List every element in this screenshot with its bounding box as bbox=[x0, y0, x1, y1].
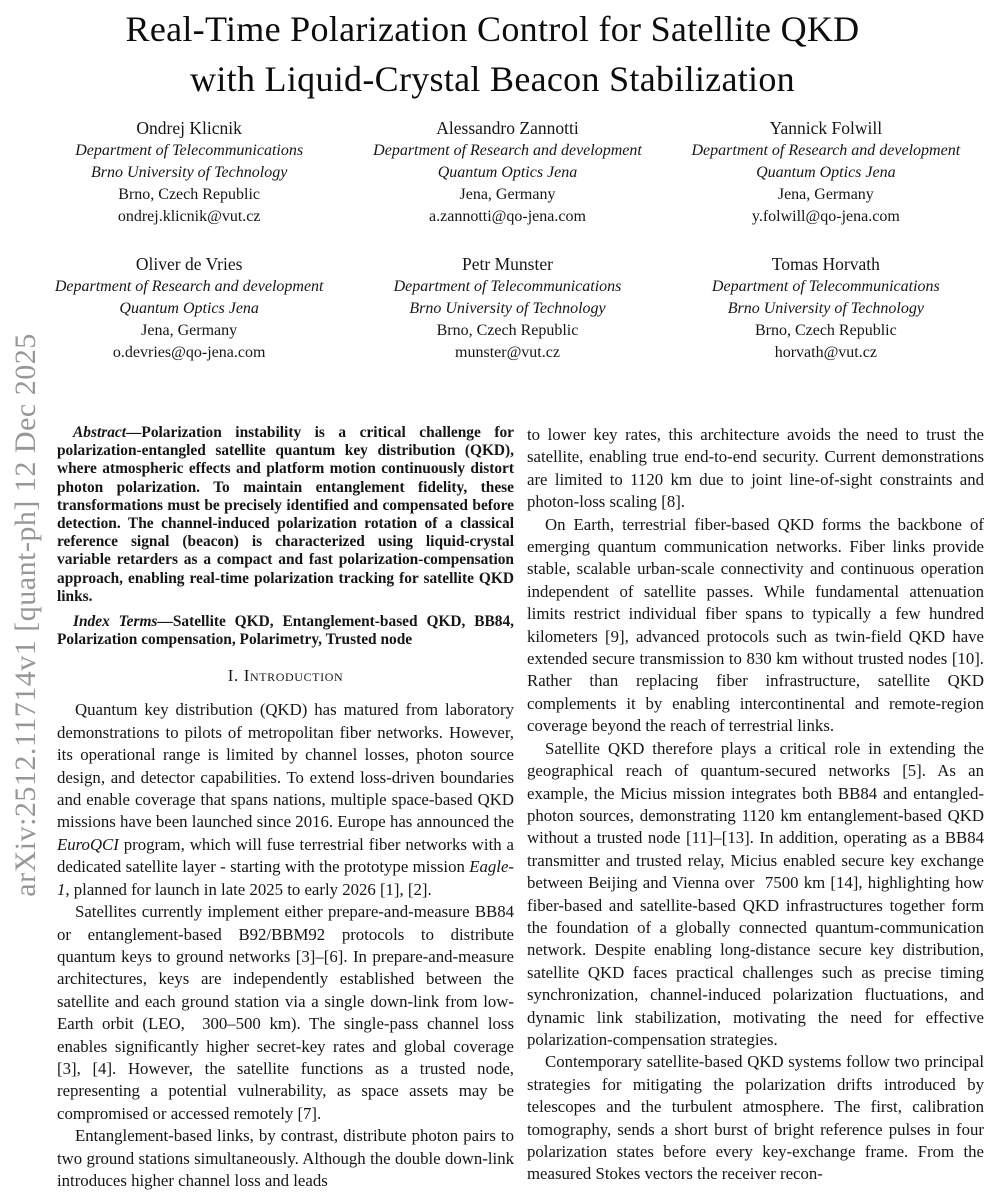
author-city: Jena, Germany bbox=[777, 186, 874, 203]
author-org: Brno University of Technology bbox=[727, 300, 924, 317]
author-name: Petr Munster bbox=[462, 254, 553, 274]
author-dept: Department of Telecommunications bbox=[75, 142, 304, 159]
author-org: Quantum Optics Jena bbox=[437, 164, 578, 181]
author-email: o.devries@qo-jena.com bbox=[112, 344, 266, 361]
column-left bbox=[57, 424, 514, 1192]
author-block-horvath bbox=[667, 252, 985, 364]
author-name: Tomas Horvath bbox=[771, 254, 880, 274]
index-terms: Index Terms—Satellite QKD, Entanglement-based QKD, BB84, Polarization compensation, Polarimetry, Trusted node bbox=[57, 613, 514, 649]
body-paragraph: Satellite QKD therefore plays a critical role in extending the geographical reach of quantum-secured networks [5]. As an example, the Micius mission integrates both BB84 and entangled-photon sources, demonstrating 1120 km entanglement-based QKD without a trusted node [11]–[13]. In addition, operating as a BB84 transmitter and trusted relay, Micius enabled secure key exchange between Beijing and Vienna over 7500 km [14], highlighting how fiber-based and satellite-based QKD infrastructures together form the foundation of a globally connected quantum-communication network. Despite enabling long-distance secure key distribution, satellite QKD faces practical challenges such as precise timing synchronization, channel-induced polarization fluctuations, and dynamic link stabilization, motivating the need for effective polarization-compensation strategies. bbox=[527, 738, 984, 1049]
arxiv-watermark: arXiv:2512.11714v1 [quant-ph] 12 Dec 2025 bbox=[9, 333, 42, 897]
author-email: ondrej.klicnik@vut.cz bbox=[117, 208, 261, 225]
author-email: munster@vut.cz bbox=[455, 344, 560, 361]
authors-grid bbox=[30, 116, 985, 364]
author-name: Oliver de Vries bbox=[135, 254, 243, 274]
body-paragraph: to lower key rates, this architecture avoids the need to trust the satellite, enabling true end-to-end security. Current demonstrations are limited to 1120 km due to joint line-of-sight constraints and photon-loss scaling [8]. bbox=[527, 425, 984, 512]
author-block-folwill bbox=[667, 116, 985, 228]
author-dept: Department of Telecommunications bbox=[711, 278, 940, 295]
author-name: Ondrej Klicnik bbox=[136, 118, 242, 138]
author-org: Quantum Optics Jena bbox=[756, 164, 896, 181]
author-city: Brno, Czech Republic bbox=[754, 322, 897, 339]
author-org: Quantum Optics Jena bbox=[119, 300, 259, 317]
author-block-devries bbox=[30, 252, 348, 364]
author-block-klicnik bbox=[30, 116, 348, 228]
author-email: y.folwill@qo-jena.com bbox=[751, 208, 900, 225]
author-dept: Department of Research and development bbox=[373, 142, 642, 159]
author-block-munster bbox=[348, 252, 666, 364]
body-paragraph: Contemporary satellite-based QKD systems follow two principal strategies for mitigating the polarization drifts introduced by telescopes and the turbulent atmosphere. The first, calibration tomography, sends a short burst of bright reference pulses in four polarization states before every key-exchange frame. From the measured Stokes vectors the receiver recon- bbox=[527, 1052, 984, 1184]
author-org: Brno University of Technology bbox=[91, 164, 288, 181]
author-email: horvath@vut.cz bbox=[774, 344, 877, 361]
author-org: Brno University of Technology bbox=[409, 300, 606, 317]
author-dept: Department of Research and development bbox=[54, 278, 324, 295]
author-city: Brno, Czech Republic bbox=[118, 186, 261, 203]
column-right bbox=[527, 424, 984, 1186]
body-paragraph: Satellites currently implement either prepare-and-measure BB84 or entanglement-based B92/BBM92 protocols to distribute quantum keys to ground networks [3]–[6]. In prepare-and-measure architectures, keys are independently established between the satellite and each ground station via a single down-link from low-Earth orbit (LEO, 300–500 km). The single-pass channel loss enables significantly higher secret-key rates and global coverage [3], [4]. However, the satellite functions as a trusted node, representing a potential vulnerability, as space assets may be compromised or accessed remotely [7]. bbox=[57, 902, 514, 1123]
author-email: a.zannotti@qo-jena.com bbox=[429, 208, 586, 225]
section-heading-introduction: I. Introduction bbox=[227, 666, 344, 686]
paper-title-line-1: Real-Time Polarization Control for Satellite QKD bbox=[125, 9, 860, 49]
author-name: Alessandro Zannotti bbox=[436, 118, 579, 138]
author-dept: Department of Research and development bbox=[691, 142, 961, 159]
author-block-zannotti bbox=[348, 116, 666, 228]
body-paragraph: Entanglement-based links, by contrast, distribute photon pairs to two ground stations simultaneously. Although the double down-link introduces higher channel loss and leads bbox=[57, 1126, 514, 1190]
author-city: Jena, Germany bbox=[459, 186, 556, 203]
paper-title bbox=[0, 4, 985, 104]
body-paragraph: On Earth, terrestrial fiber-based QKD forms the backbone of emerging quantum communication networks. Fiber links provide stable, scalable urban-scale connectivity and continuous operation independent of satellite passes. While fundamental attenuation limits restrict individual fiber spans to typically a few hundred kilometers [9], advanced protocols such as twin-field QKD have extended secure transmission to 830 km without trusted nodes [10]. Rather than replacing fiber infrastructure, satellite QKD complements it by enabling intercontinental and remote-region coverage beyond the reach of terrestrial links. bbox=[527, 514, 984, 736]
paper-title-line-2: with Liquid-Crystal Beacon Stabilization bbox=[190, 59, 795, 99]
author-dept: Department of Telecommunications bbox=[393, 278, 622, 295]
author-city: Brno, Czech Republic bbox=[436, 322, 579, 339]
abstract-paragraph: Abstract—Polarization instability is a critical challenge for polarization-entangled satellite quantum key distribution (QKD), where atmospheric effects and platform motion continuously distort photon polarization. To maintain entanglement fidelity, these transformations must be precisely identified and compensated before detection. The channel-induced polarization rotation of a classical reference signal (beacon) is characterized using liquid-crystal variable retarders as a compact and fast polarization-compensation approach, enabling real-time polarization tracking for satellite QKD links. bbox=[57, 424, 514, 605]
author-city: Jena, Germany bbox=[141, 322, 238, 339]
body-paragraph: Quantum key distribution (QKD) has matured from laboratory demonstrations to pilots of metropolitan fiber networks. However, its operational range is limited by channel losses, photon source design, and detector capabilities. To extend loss-driven boundaries and enable coverage that spans nations, multiple space-based QKD missions have been launched since 2016. Europe has announced the EuroQCI program, which will fuse terrestrial fiber networks with a dedicated satellite layer - starting with the prototype mission Eagle-1, planned for launch in late 2025 to early 2026 [1], [2]. bbox=[57, 700, 514, 899]
author-name: Yannick Folwill bbox=[769, 118, 883, 138]
